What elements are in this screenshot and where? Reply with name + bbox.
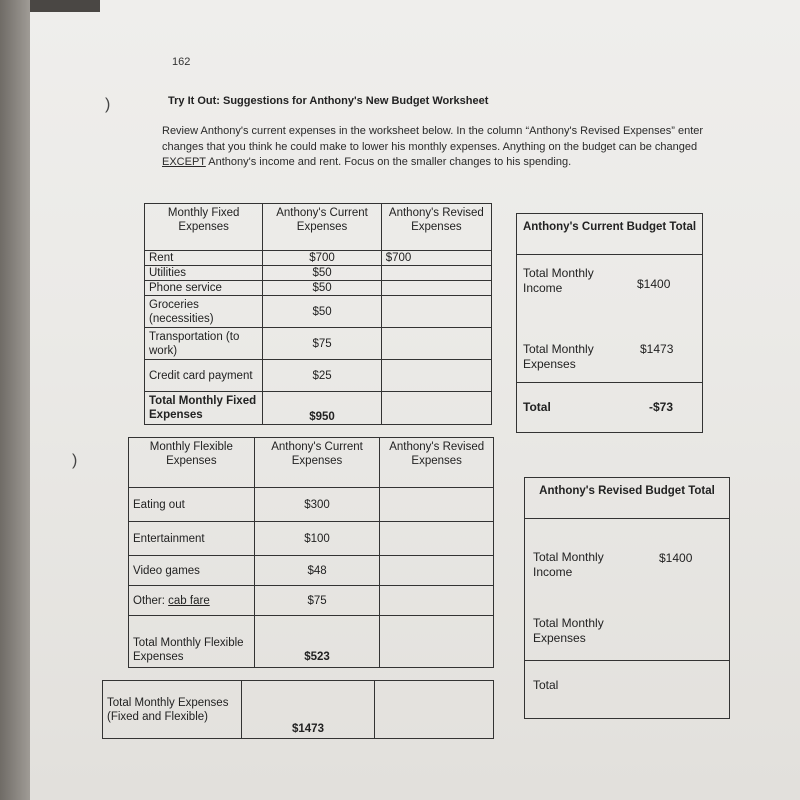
fixed-row-label: Groceries (necessities) bbox=[145, 296, 263, 328]
page-number: 162 bbox=[172, 56, 191, 68]
grand-total-current: $1473 bbox=[242, 681, 375, 739]
fixed-row-label: Phone service bbox=[145, 281, 263, 296]
fixed-row-label: Credit card payment bbox=[145, 360, 263, 392]
fixed-row-label: Transportation (to work) bbox=[145, 328, 263, 360]
margin-mark: ) bbox=[105, 96, 111, 113]
instructions bbox=[162, 124, 722, 171]
header-revised-expenses: Anthony's Revised Expenses bbox=[381, 204, 491, 251]
flexible-row-current: $100 bbox=[254, 522, 380, 556]
header-current-expenses: Anthony's Current Expenses bbox=[263, 204, 381, 251]
other-prefix: Other: bbox=[133, 594, 169, 607]
flexible-total-current: $523 bbox=[254, 616, 380, 668]
instructions-except: EXCEPT bbox=[162, 156, 206, 168]
flexible-row-current: $75 bbox=[254, 586, 380, 616]
current-total-value: -$73 bbox=[649, 400, 674, 414]
fixed-row-current: $25 bbox=[263, 360, 381, 392]
fixed-expenses-table bbox=[144, 203, 492, 425]
current-income-label: Total Monthly Income bbox=[523, 266, 594, 295]
instructions-text-end: Anthony's income and rent. Focus on the smaller changes to his spending. bbox=[205, 156, 572, 168]
revised-total-label: Total bbox=[533, 678, 559, 692]
current-budget-title: Anthony's Current Budget Total bbox=[517, 214, 702, 255]
instructions-text: Review Anthony's current expenses in the worksheet below. In the column “Anthony's Revised Expenses” enter changes that you think he could make to lower his monthly expenses. Anything on the budget can be changed bbox=[162, 125, 704, 153]
flexible-row-label bbox=[129, 586, 255, 616]
fixed-row-revised[interactable] bbox=[381, 281, 491, 296]
fixed-row-current: $50 bbox=[263, 281, 381, 296]
flexible-row-label: Video games bbox=[129, 556, 255, 586]
grand-total-revised[interactable] bbox=[375, 681, 494, 739]
header-flexible-expenses: Monthly Flexible Expenses bbox=[129, 438, 255, 488]
fixed-row-current: $75 bbox=[263, 328, 381, 360]
worksheet-title: Try It Out: Suggestions for Anthony's New Budget Worksheet bbox=[168, 95, 489, 107]
header-current-expenses: Anthony's Current Expenses bbox=[254, 438, 380, 488]
header-fixed-expenses: Monthly Fixed Expenses bbox=[145, 204, 263, 251]
fixed-total-current: $950 bbox=[263, 392, 381, 425]
flexible-row-label: Eating out bbox=[129, 488, 255, 522]
margin-mark: ) bbox=[72, 452, 78, 469]
current-expenses-label: Total Monthly Expenses bbox=[523, 342, 594, 371]
current-expenses-value: $1473 bbox=[640, 342, 674, 356]
flexible-row-label: Entertainment bbox=[129, 522, 255, 556]
header-revised-expenses: Anthony's Revised Expenses bbox=[380, 438, 494, 488]
current-budget-box bbox=[516, 213, 703, 433]
flexible-row-revised[interactable] bbox=[380, 522, 494, 556]
flexible-expenses-table bbox=[128, 437, 494, 668]
fixed-row-current: $50 bbox=[263, 266, 381, 281]
current-total-label: Total bbox=[523, 400, 551, 414]
revised-expenses-label: Total Monthly Expenses bbox=[533, 616, 604, 645]
fixed-total-label: Total Monthly Fixed Expenses bbox=[145, 392, 263, 425]
flexible-row-revised[interactable] bbox=[380, 556, 494, 586]
other-cab-fare: cab fare bbox=[168, 594, 210, 607]
flexible-total-revised[interactable] bbox=[380, 616, 494, 668]
fixed-row-revised[interactable]: $700 bbox=[381, 251, 491, 266]
revised-income-value: $1400 bbox=[659, 551, 693, 565]
revised-budget-box bbox=[524, 477, 730, 719]
divider bbox=[525, 660, 729, 661]
fixed-row-label: Rent bbox=[145, 251, 263, 266]
binder-tab bbox=[30, 0, 100, 12]
flexible-total-label: Total Monthly Flexible Expenses bbox=[129, 616, 255, 668]
fixed-row-current: $700 bbox=[263, 251, 381, 266]
flexible-row-revised[interactable] bbox=[380, 488, 494, 522]
fixed-row-label: Utilities bbox=[145, 266, 263, 281]
fixed-row-current: $50 bbox=[263, 296, 381, 328]
flexible-row-revised[interactable] bbox=[380, 586, 494, 616]
grand-total-label: Total Monthly Expenses (Fixed and Flexible) bbox=[103, 681, 242, 739]
fixed-total-revised[interactable] bbox=[381, 392, 491, 425]
current-income-value: $1400 bbox=[637, 277, 671, 291]
grand-total-table bbox=[102, 680, 494, 739]
revised-budget-title: Anthony's Revised Budget Total bbox=[525, 478, 729, 519]
fixed-row-revised[interactable] bbox=[381, 328, 491, 360]
fixed-row-revised[interactable] bbox=[381, 266, 491, 281]
divider bbox=[517, 382, 702, 383]
flexible-row-current: $48 bbox=[254, 556, 380, 586]
fixed-row-revised[interactable] bbox=[381, 296, 491, 328]
revised-income-label: Total Monthly Income bbox=[533, 550, 604, 579]
fixed-row-revised[interactable] bbox=[381, 360, 491, 392]
flexible-row-current: $300 bbox=[254, 488, 380, 522]
page-edge-shadow bbox=[0, 0, 34, 800]
